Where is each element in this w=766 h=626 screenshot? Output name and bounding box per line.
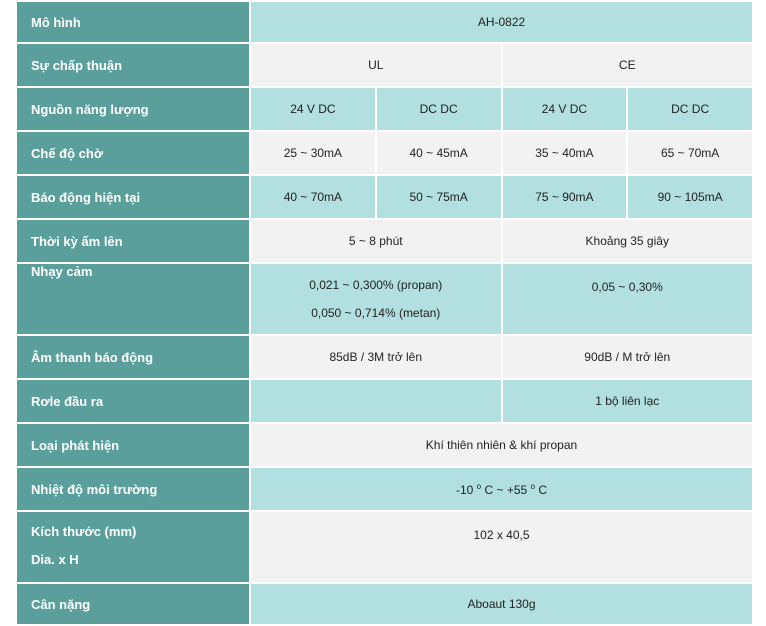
value-standby-1: 25 ~ 30mA (251, 132, 375, 174)
value-approval-ce: CE (503, 44, 753, 86)
value-standby-2: 40 ~ 45mA (377, 132, 501, 174)
value-power-3: 24 V DC (503, 88, 627, 130)
row-approval (17, 44, 752, 86)
value-approval-ul: UL (251, 44, 501, 86)
label-warmup: Thời kỳ ấm lên (17, 220, 249, 262)
label-model: Mô hình (17, 2, 249, 42)
row-sensitivity (17, 264, 752, 334)
sensitivity-metan: 0,050 ~ 0,714% (metan) (311, 306, 441, 320)
value-power-2: DC DC (377, 88, 501, 130)
value-temperature (251, 468, 752, 510)
temp-unit-low: C (484, 482, 494, 497)
spec-table (15, 0, 754, 626)
value-warmup-ul: 5 ~ 8 phút (251, 220, 501, 262)
temp-high: +55 (506, 482, 528, 497)
label-standby: Chế độ chờ (17, 132, 249, 174)
temp-low: -10 (455, 482, 474, 497)
label-detection: Loại phát hiện (17, 424, 249, 466)
value-detection: Khí thiên nhiên & khí propan (251, 424, 752, 466)
value-weight: Aboaut 130g (251, 584, 752, 624)
row-warmup (17, 220, 752, 262)
label-dimensions (17, 512, 249, 582)
label-approval: Sự chấp thuận (17, 44, 249, 86)
value-alarm-current-2: 50 ~ 75mA (377, 176, 501, 218)
value-power-4: DC DC (628, 88, 752, 130)
row-alarm-current (17, 176, 752, 218)
value-relay-ce: 1 bộ liên lạc (503, 380, 753, 422)
row-model (17, 2, 752, 42)
temp-sep: ~ (496, 482, 504, 497)
label-alarm-sound: Âm thanh báo động (17, 336, 249, 378)
row-power (17, 88, 752, 130)
label-weight: Cân nặng (17, 584, 249, 624)
row-detection (17, 424, 752, 466)
label-sensitivity: Nhạy cảm (17, 264, 249, 334)
label-alarm-current: Báo động hiện tại (17, 176, 249, 218)
row-standby (17, 132, 752, 174)
temp-unit-high: C (538, 482, 548, 497)
row-alarm-sound (17, 336, 752, 378)
value-sensitivity-ce: 0,05 ~ 0,30% (503, 264, 753, 334)
value-standby-4: 65 ~ 70mA (628, 132, 752, 174)
row-weight (17, 584, 752, 624)
value-standby-3: 35 ~ 40mA (503, 132, 627, 174)
row-relay (17, 380, 752, 422)
value-dimensions: 102 x 40,5 (251, 512, 752, 582)
row-temperature (17, 468, 752, 510)
label-power: Nguồn năng lượng (17, 88, 249, 130)
value-alarm-sound-ul: 85dB / 3M trở lên (251, 336, 501, 378)
value-sensitivity-ul (251, 264, 501, 334)
value-alarm-sound-ce: 90dB / M trở lên (503, 336, 753, 378)
temp-degree-low: o (476, 481, 482, 491)
value-model: AH-0822 (251, 2, 752, 42)
label-dimensions-line2: Dia. x H (31, 552, 79, 567)
value-power-1: 24 V DC (251, 88, 375, 130)
label-dimensions-line1: Kích thước (mm) (31, 524, 137, 539)
value-relay-ul (251, 380, 501, 422)
value-alarm-current-4: 90 ~ 105mA (628, 176, 752, 218)
label-relay: Rơle đầu ra (17, 380, 249, 422)
value-alarm-current-1: 40 ~ 70mA (251, 176, 375, 218)
label-temperature: Nhiệt độ môi trường (17, 468, 249, 510)
value-warmup-ce: Khoảng 35 giây (503, 220, 753, 262)
temp-degree-high: o (530, 481, 535, 491)
sensitivity-propan: 0,021 ~ 0,300% (propan) (309, 278, 443, 292)
row-dimensions (17, 512, 752, 582)
value-alarm-current-3: 75 ~ 90mA (503, 176, 627, 218)
